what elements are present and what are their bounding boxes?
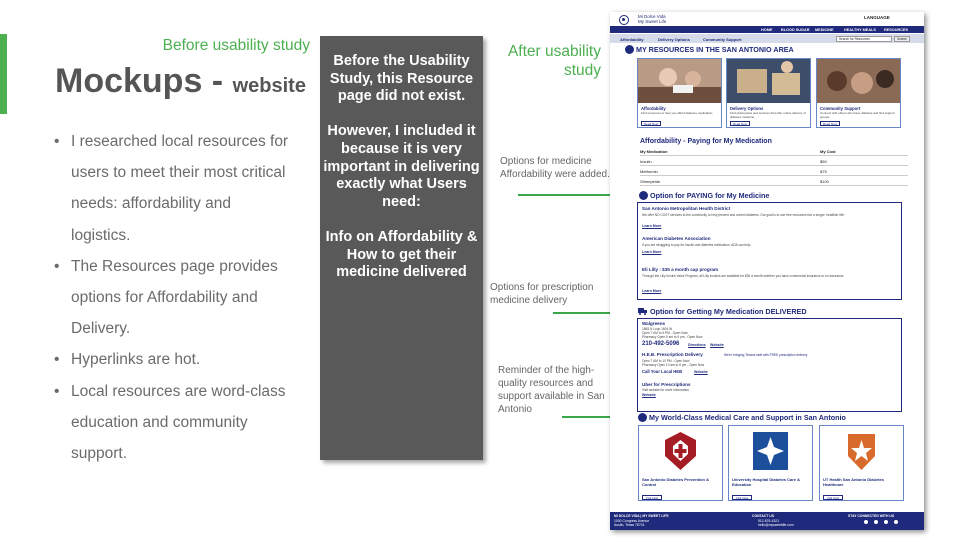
mockup-nav <box>610 26 924 33</box>
website-link[interactable]: Website <box>710 343 724 347</box>
table-row <box>640 176 908 186</box>
mockup-brand <box>638 14 666 24</box>
instagram-icon[interactable] <box>874 520 878 524</box>
card-delivery[interactable] <box>726 58 811 128</box>
delivery-heading: Option for Getting My Medication DELIVERED <box>650 307 807 316</box>
table-cell: Insulin <box>640 159 652 164</box>
option-text: Through the Lilly Insulin Value Program, all Lilly insulins are available for $35 a month whether you have commercial insurance or no insurance. <box>642 274 845 278</box>
read-now-button[interactable]: Read Now <box>641 121 661 126</box>
footer-email[interactable]: hello@mysweetlife.com <box>758 523 794 527</box>
subnav-affordability[interactable]: Affordability <box>620 36 644 42</box>
affordability-photo <box>638 59 721 103</box>
care-caption: San Antonio Diabetes Prevention & Control <box>642 477 709 487</box>
visit-now-button[interactable]: Visit Now <box>732 495 752 500</box>
bullet-item: • Hyperlinks are hot. <box>54 344 294 375</box>
walgreens-line: Open 7 AM to 9 PM - Open Now <box>642 331 688 335</box>
learn-more-link[interactable]: Learn More <box>642 289 662 293</box>
mockup-subnav <box>610 34 924 43</box>
directions-link[interactable]: Directions <box>688 343 706 347</box>
table-cell: $75 <box>820 169 827 174</box>
heb-call[interactable]: Call Your Local HEB <box>642 369 683 374</box>
read-now-button[interactable]: Read Now <box>820 121 840 126</box>
heb-line: Pharmacy Open 10 am to 6 pm - Open Now <box>642 363 705 367</box>
annotation-resources: Reminder of the high-quality resources and support available in San Antonio <box>498 365 605 415</box>
learn-more-link[interactable]: Learn More <box>642 224 662 228</box>
diabetes-prevention-logo-icon <box>639 426 722 476</box>
university-hospital-logo-icon <box>729 426 812 476</box>
medical-icon <box>638 413 647 422</box>
nav-medicine[interactable]: MEDICINE <box>815 27 834 32</box>
heb-title: H.E.B. Prescription Delivery <box>642 352 703 357</box>
callout-paragraph: However, I included it because it is very important in delivering exactly what Users need: <box>323 123 480 210</box>
table-row <box>640 166 908 176</box>
card-text: Find pharmacies and services that offer online delivery of diabetes medicine. <box>730 111 806 119</box>
facebook-icon[interactable] <box>864 520 868 524</box>
callout-paragraph: Before the Usability Study, this Resource page did not exist. <box>329 53 474 105</box>
footer-address: Austin, Texas 78701 <box>614 523 645 527</box>
brand-line: My Sweet Life <box>638 19 667 24</box>
twitter-icon[interactable] <box>884 520 888 524</box>
footer-social-title: STAY CONNECTED WITH US <box>848 514 895 518</box>
nav-home[interactable]: HOME <box>761 27 773 32</box>
card-title: Affordability <box>641 106 666 111</box>
option-title: Eli Lilly : $35 a month cap program <box>642 267 719 272</box>
paying-heading: Option for PAYING for My Medicine <box>650 191 770 200</box>
option-title: San Antonio Metropolitan Health District <box>642 206 731 211</box>
card-affordability[interactable] <box>637 58 722 128</box>
ut-health-logo-icon <box>820 426 903 476</box>
option-title: American Diabetes Association <box>642 236 711 241</box>
mockup-header <box>610 12 924 26</box>
care-card[interactable] <box>728 425 813 501</box>
annotation-affordability: Options for medicine Affordability were added. <box>500 156 610 180</box>
medication-cost-table <box>640 146 908 186</box>
bullet-item: • I researched local resources for users to meet their most critical needs: affordability and logistics. <box>54 126 294 251</box>
table-cell: $50 <box>820 159 827 164</box>
nav-resources[interactable]: RESOURCES <box>884 27 909 32</box>
care-caption: University Hospital Diabetes Care & Education <box>732 477 801 487</box>
walgreens-line: 1865 N Loop 1604 W <box>642 327 673 331</box>
column-header: My Cost <box>820 149 836 154</box>
table-cell: $100 <box>820 179 829 184</box>
table-row <box>640 156 908 166</box>
subnav-community[interactable]: Community Support <box>703 36 742 42</box>
heb-tagline: We're bringing Texans safe with FREE prescription delivery <box>724 353 808 357</box>
website-mockup <box>610 12 924 530</box>
before-label: Before usability study <box>162 37 310 54</box>
delivery-options-box <box>637 318 902 412</box>
annotation-delivery: Options for prescription medicine delivery <box>490 282 594 306</box>
bullet-item: • The Resources page provides options for Affordability and Delivery. <box>54 251 294 345</box>
callout-paragraph: Info on Affordability & How to get their medicine delivered <box>325 228 478 281</box>
subnav-delivery[interactable]: Delivery Options <box>658 36 690 42</box>
language-selector[interactable]: LANGUAGE <box>864 15 890 20</box>
delivery-photo <box>727 59 810 103</box>
heb-line: Open 7 AM to 10 PM - Open Now <box>642 359 690 363</box>
uber-title: Uber for Prescriptions <box>642 382 691 387</box>
card-text: Connect with others who have diabetes and find support groups. <box>820 111 895 119</box>
youtube-icon[interactable] <box>894 520 898 524</box>
brand-line: Mi Dolce Vida <box>638 14 666 19</box>
location-icon <box>625 45 634 54</box>
table-cell: Metformin <box>640 169 658 174</box>
truck-icon <box>638 307 648 315</box>
walgreens-phone[interactable]: 210-492-5096 <box>642 341 680 347</box>
resources-heading: MY RESOURCES IN THE SAN ANTONIO AREA <box>636 45 794 54</box>
nav-healthy-meals[interactable]: HEALTHY MEALS <box>844 27 876 32</box>
option-text: If you are struggling to pay for insulin and diabetes medication, ADA can help. <box>642 243 752 247</box>
paying-options-box <box>637 202 902 300</box>
dollar-icon <box>639 191 648 200</box>
uber-line: Visit website for more information <box>642 388 690 392</box>
visit-now-button[interactable]: Visit Now <box>642 495 662 500</box>
card-community[interactable] <box>816 58 901 128</box>
affordability-title: Affordability - Paying for My Medication <box>640 138 772 145</box>
card-title: Delivery Options <box>730 106 764 111</box>
bullet-item: • Local resources are word-class education and community support. <box>54 376 294 470</box>
footer-phone[interactable]: 512-876-4321 <box>758 519 780 523</box>
column-header: My Medication <box>640 149 668 154</box>
visit-now-button[interactable]: Visit Now <box>823 495 843 500</box>
table-header <box>640 146 908 156</box>
after-label: After usability study <box>507 43 601 79</box>
walgreens-title: Walgreens <box>642 321 666 326</box>
read-now-button[interactable]: Read Now <box>730 121 750 126</box>
table-cell: Glimepiride <box>640 179 661 184</box>
care-card[interactable] <box>638 425 723 501</box>
learn-more-link[interactable]: Learn More <box>642 250 662 254</box>
mockup-footer <box>610 512 924 530</box>
nav-blood-sugar[interactable]: BLOOD SUGAR <box>781 27 810 32</box>
care-caption: UT Health San Antonio Diabetes Healthcare <box>823 477 884 487</box>
footer-address: 1000 Congress Avenue <box>614 519 650 523</box>
option-text: We offer NO COST services to the community to help prevent and control diabetes. Our goal is to use free resources live a longer, healthier life! <box>642 213 845 217</box>
care-heading: My World-Class Medical Care and Support in San Antonio <box>649 413 846 422</box>
logo-icon[interactable] <box>619 15 629 25</box>
care-card[interactable] <box>819 425 904 501</box>
footer-org: MI DOLCE VIDA | MY SWEET LIFE <box>614 514 669 518</box>
slide-title-main: Mockups - <box>55 62 233 100</box>
community-photo <box>817 59 900 103</box>
slide-title-sub: website <box>232 75 306 97</box>
search-input[interactable]: Search for Resources <box>836 36 892 42</box>
card-text: Find resources to help you afford diabetes medication. <box>641 111 714 115</box>
website-link[interactable]: Website <box>642 393 656 397</box>
card-title: Community Support <box>820 106 861 111</box>
website-link[interactable]: Website <box>694 370 708 374</box>
walgreens-line: Pharmacy Open 9 am to 9 pm - Open Now <box>642 335 703 339</box>
search-button[interactable]: Search <box>894 36 910 42</box>
footer-contact-title: CONTACT US <box>752 514 774 518</box>
